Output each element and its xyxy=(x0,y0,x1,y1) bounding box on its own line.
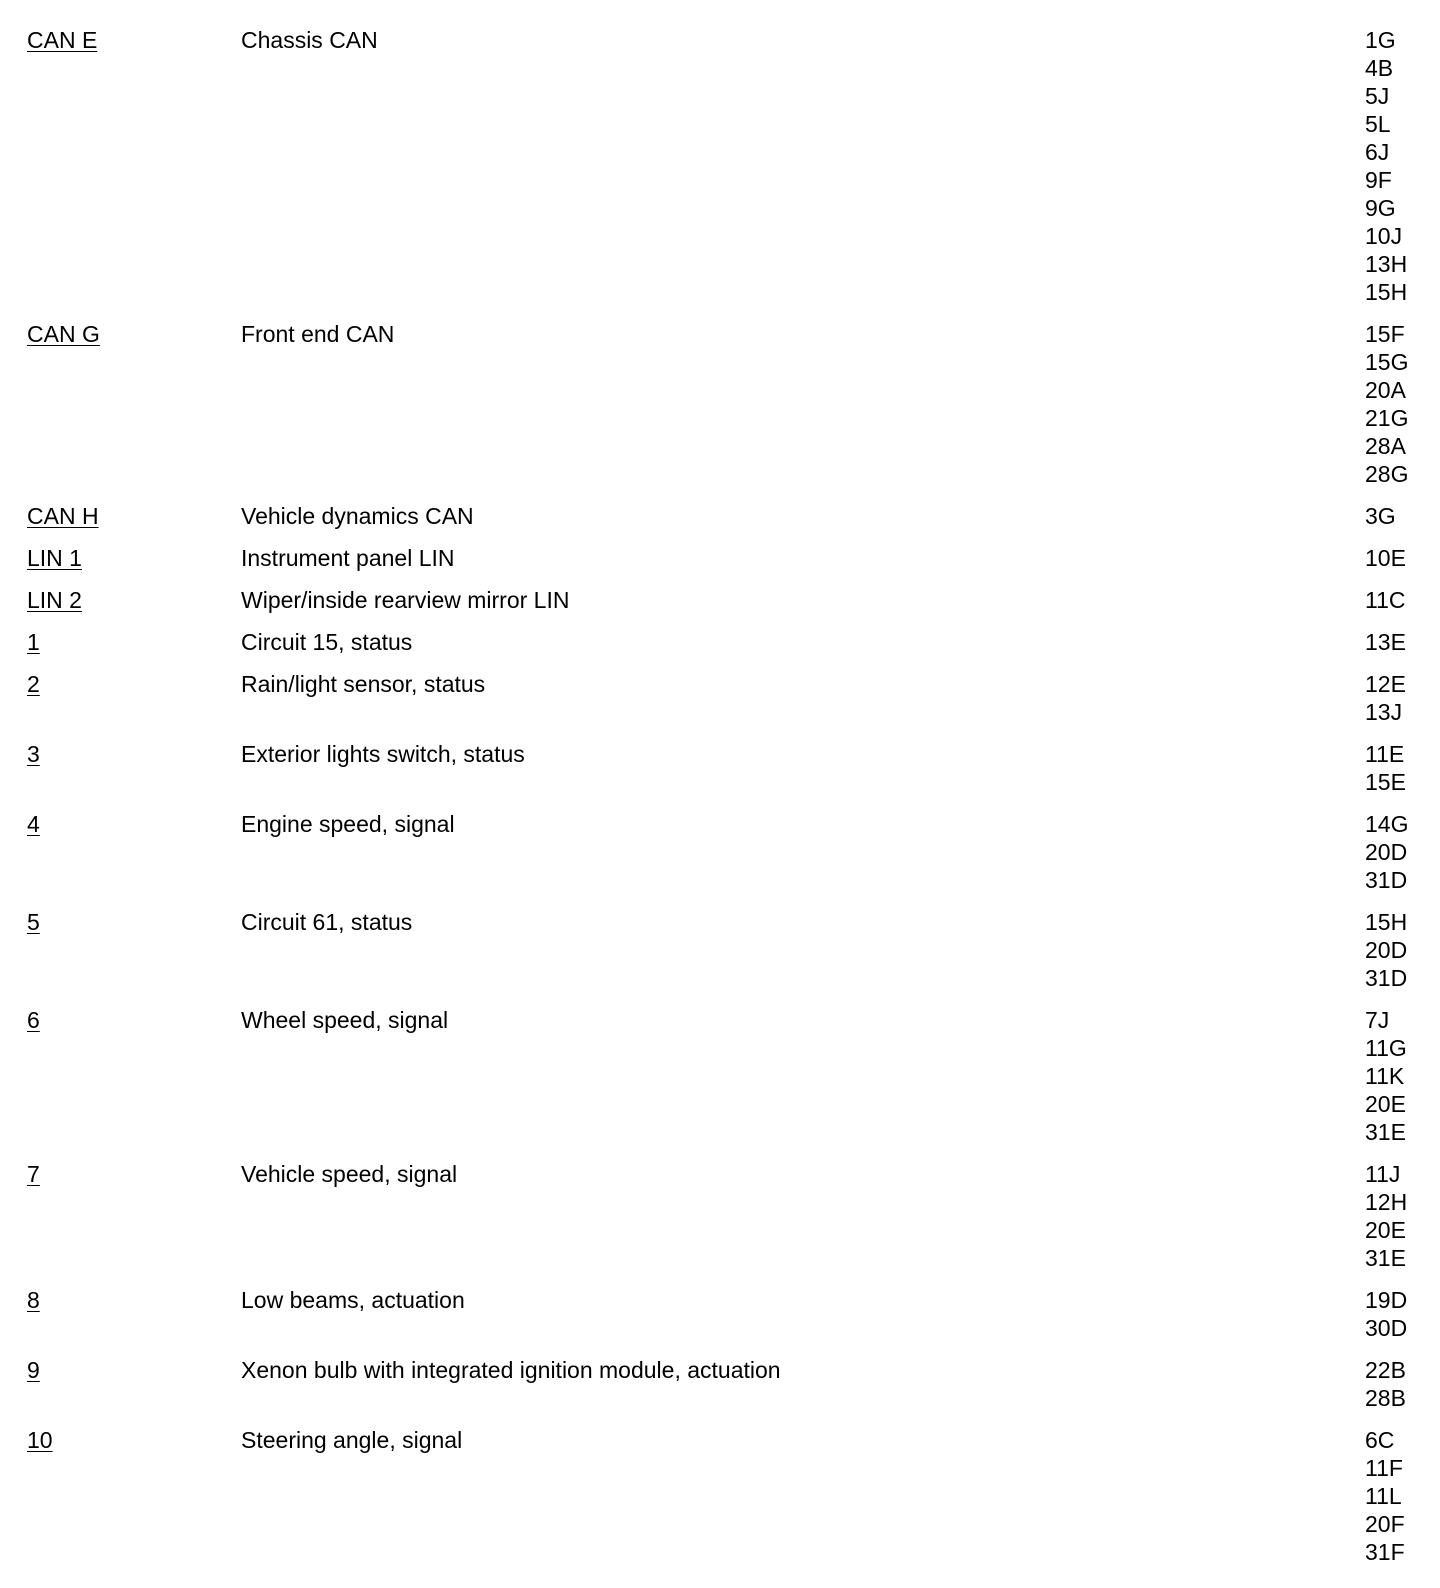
grid-reference: 13H xyxy=(1365,251,1408,277)
grid-reference: 31E xyxy=(1365,1119,1406,1145)
signal-description: Vehicle speed, signal xyxy=(241,1161,458,1187)
grid-reference: 15F xyxy=(1365,321,1405,347)
grid-reference-list xyxy=(1365,670,1406,726)
grid-reference: 20A xyxy=(1365,377,1406,403)
signal-description: Front end CAN xyxy=(241,321,395,347)
grid-reference: 13J xyxy=(1365,699,1403,725)
signal-description: Engine speed, signal xyxy=(241,811,455,837)
grid-reference: 3G xyxy=(1365,503,1396,529)
signal-code-link[interactable]: 1 xyxy=(27,629,40,655)
signal-code-link[interactable]: 4 xyxy=(27,811,40,837)
grid-reference: 12E xyxy=(1365,671,1406,697)
grid-reference: 11F xyxy=(1365,1455,1403,1481)
signal-code-link[interactable]: 2 xyxy=(27,671,40,697)
signal-description: Circuit 15, status xyxy=(241,629,413,655)
grid-reference: 11C xyxy=(1365,587,1406,613)
legend-row xyxy=(0,1286,1440,1356)
grid-reference: 11K xyxy=(1365,1063,1405,1089)
legend-row xyxy=(0,544,1440,586)
legend-row xyxy=(0,502,1440,544)
signal-code-link[interactable]: CAN E xyxy=(27,27,98,53)
grid-reference: 20D xyxy=(1365,937,1408,963)
legend-row xyxy=(0,670,1440,740)
signal-code-link[interactable]: 3 xyxy=(27,741,40,767)
grid-reference: 15G xyxy=(1365,349,1409,375)
grid-reference: 5L xyxy=(1365,111,1391,137)
legend-row xyxy=(0,810,1440,908)
grid-reference-list xyxy=(1365,810,1408,894)
grid-reference: 31D xyxy=(1365,867,1408,893)
grid-reference: 11E xyxy=(1365,741,1405,767)
signal-description: Steering angle, signal xyxy=(241,1427,463,1453)
legend-row xyxy=(0,320,1440,502)
legend-row xyxy=(0,1006,1440,1160)
legend-row xyxy=(0,1160,1440,1286)
signal-description: Instrument panel LIN xyxy=(241,545,455,571)
grid-reference: 11G xyxy=(1365,1035,1407,1061)
grid-reference-list xyxy=(1365,908,1407,992)
signal-description: Chassis CAN xyxy=(241,27,378,53)
grid-reference: 20D xyxy=(1365,839,1408,865)
grid-reference: 10J xyxy=(1365,223,1403,249)
grid-reference: 19D xyxy=(1365,1287,1408,1313)
grid-reference: 20E xyxy=(1365,1217,1406,1243)
signal-description: Circuit 61, status xyxy=(241,909,413,935)
grid-reference: 28G xyxy=(1365,461,1409,487)
grid-reference-list xyxy=(1365,320,1408,488)
signal-code-link[interactable]: 8 xyxy=(27,1287,40,1313)
grid-reference: 15H xyxy=(1365,909,1408,935)
signal-code-link[interactable]: 7 xyxy=(27,1161,40,1187)
grid-reference: 14G xyxy=(1365,811,1409,837)
grid-reference: 12H xyxy=(1365,1189,1408,1215)
legend-row xyxy=(0,26,1440,320)
signal-description: Vehicle dynamics CAN xyxy=(241,503,474,529)
grid-reference: 15E xyxy=(1365,769,1406,795)
signal-code-link[interactable]: CAN G xyxy=(27,321,100,347)
legend-row xyxy=(0,586,1440,628)
signal-code-link[interactable]: CAN H xyxy=(27,503,99,529)
legend-row xyxy=(0,908,1440,1006)
grid-reference: 1G xyxy=(1365,27,1396,53)
grid-reference: 28A xyxy=(1365,433,1406,459)
grid-reference-list xyxy=(1365,628,1406,656)
signal-description: Exterior lights switch, status xyxy=(241,741,525,767)
signal-code-link[interactable]: 10 xyxy=(27,1427,53,1453)
grid-reference: 30D xyxy=(1365,1315,1408,1341)
grid-reference: 7J xyxy=(1365,1007,1390,1033)
legend-row xyxy=(0,628,1440,670)
signal-code-link[interactable]: 9 xyxy=(27,1357,40,1383)
signal-description: Wiper/inside rearview mirror LIN xyxy=(241,587,570,613)
grid-reference-list xyxy=(1365,502,1396,530)
grid-reference-list xyxy=(1365,26,1407,306)
grid-reference-list xyxy=(1365,1006,1407,1146)
legend-row xyxy=(0,740,1440,810)
grid-reference-list xyxy=(1365,544,1406,572)
grid-reference-list xyxy=(1365,1356,1406,1412)
signal-code-link[interactable]: LIN 2 xyxy=(27,587,82,613)
grid-reference: 9G xyxy=(1365,195,1396,221)
signal-code-link[interactable]: 5 xyxy=(27,909,40,935)
grid-reference: 15H xyxy=(1365,279,1408,305)
grid-reference-list xyxy=(1365,586,1406,614)
grid-reference: 21G xyxy=(1365,405,1409,431)
grid-reference: 4B xyxy=(1365,55,1394,81)
grid-reference-list xyxy=(1365,740,1406,796)
grid-reference: 20E xyxy=(1365,1091,1406,1117)
grid-reference: 6J xyxy=(1365,139,1390,165)
grid-reference: 22B xyxy=(1365,1357,1406,1383)
grid-reference: 5J xyxy=(1365,83,1390,109)
grid-reference: 31D xyxy=(1365,965,1408,991)
signal-description: Xenon bulb with integrated ignition module, actuation xyxy=(241,1357,781,1383)
signal-code-link[interactable]: 6 xyxy=(27,1007,40,1033)
grid-reference-list xyxy=(1365,1426,1405,1566)
grid-reference-list xyxy=(1365,1160,1407,1272)
grid-reference: 20F xyxy=(1365,1511,1405,1537)
grid-reference: 10E xyxy=(1365,545,1406,571)
grid-reference: 6C xyxy=(1365,1427,1395,1453)
grid-reference-list xyxy=(1365,1286,1407,1342)
grid-reference: 11L xyxy=(1365,1483,1402,1509)
legend-row xyxy=(0,1426,1440,1580)
grid-reference: 11J xyxy=(1365,1161,1401,1187)
signal-code-link[interactable]: LIN 1 xyxy=(27,545,82,571)
grid-reference: 31E xyxy=(1365,1245,1406,1271)
legend-row xyxy=(0,1356,1440,1426)
signal-description: Low beams, actuation xyxy=(241,1287,465,1313)
grid-reference: 13E xyxy=(1365,629,1406,655)
grid-reference: 9F xyxy=(1365,167,1392,193)
signal-description: Rain/light sensor, status xyxy=(241,671,486,697)
grid-reference: 31F xyxy=(1365,1539,1405,1565)
grid-reference: 28B xyxy=(1365,1385,1406,1411)
signal-description: Wheel speed, signal xyxy=(241,1007,449,1033)
